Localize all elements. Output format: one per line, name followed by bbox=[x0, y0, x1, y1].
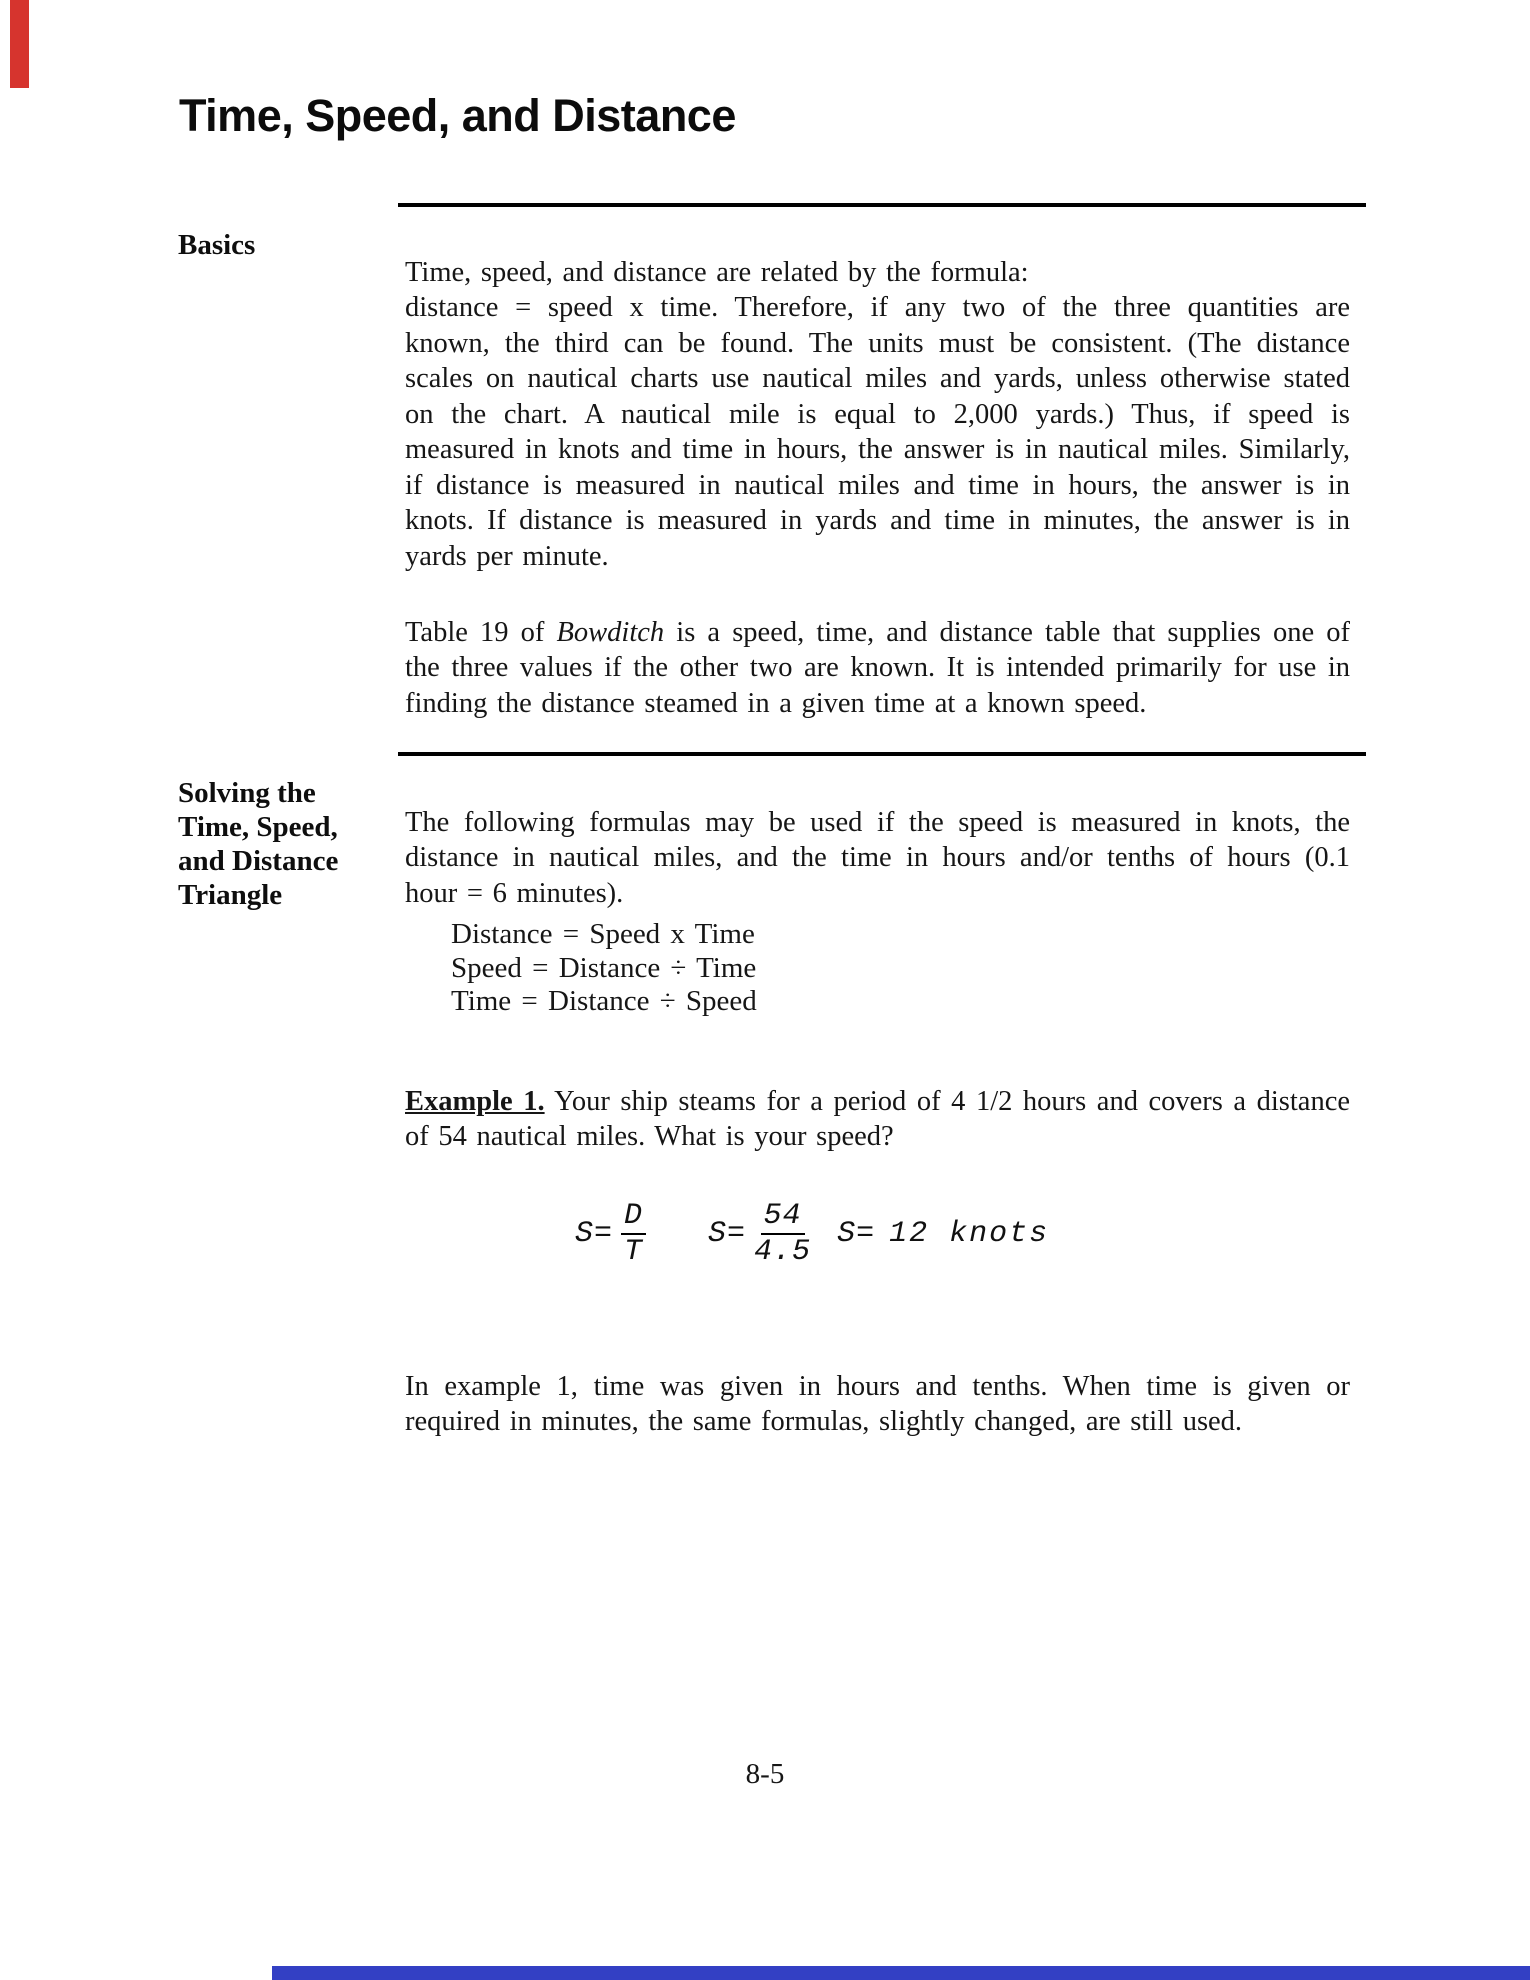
solving-intro-paragraph: The following formulas may be used if the speed is measured in knots, the distance in nautical miles, and the time in hours and/or tenths of hours (0.1 hour = 6 minutes). bbox=[405, 806, 1350, 909]
example-1-label: Example 1. bbox=[405, 1085, 545, 1117]
basics-paragraph-1 bbox=[405, 255, 1350, 575]
page-number: 8-5 bbox=[745, 1758, 785, 1790]
basics-paragraph-2-post: is a speed, time, and distance table that supplies one of the three values if the other two are known. It is intended primarily for use in finding the distance steamed in a given time at a known speed. bbox=[405, 616, 1350, 719]
basics-paragraph-2-pre: Table 19 of bbox=[405, 616, 557, 648]
equation-2-lhs: S= bbox=[708, 1217, 747, 1251]
section-label-basics: Basics bbox=[178, 229, 256, 261]
scan-edge-blue-bar bbox=[272, 1966, 1530, 1980]
closing-paragraph: In example 1, time was given in hours and tenths. When time is given or required in minutes, the same formulas, slightly changed, are still used. bbox=[405, 1370, 1350, 1437]
equation-3-lhs: S= bbox=[837, 1217, 876, 1251]
solving-label-line-3: and Distance bbox=[178, 845, 339, 877]
fraction-2-denominator: 4.5 bbox=[754, 1235, 812, 1269]
formula-distance: Distance = Speed x Time bbox=[451, 918, 755, 950]
fraction-d-over-t bbox=[621, 1200, 646, 1269]
basics-paragraph-2 bbox=[405, 615, 1350, 722]
equation-s-equals-12-knots bbox=[837, 1217, 1049, 1251]
page-title: Time, Speed, and Distance bbox=[179, 90, 736, 141]
fraction-54-over-4-5 bbox=[754, 1200, 811, 1269]
formula-list bbox=[451, 918, 757, 1019]
equation-1-lhs: S= bbox=[575, 1217, 614, 1251]
section-divider-top bbox=[398, 203, 1366, 207]
equation-s-equals-54-over-4-5 bbox=[708, 1200, 811, 1269]
fraction-1-numerator: D bbox=[621, 1200, 646, 1235]
formula-time: Time = Distance ÷ Speed bbox=[451, 985, 757, 1017]
section-label-solving-triangle bbox=[178, 776, 408, 912]
solving-label-line-1: Solving the bbox=[178, 777, 316, 809]
equation-s-equals-d-over-t bbox=[575, 1200, 646, 1269]
solving-label-line-2: Time, Speed, bbox=[178, 811, 338, 843]
example-1-text: Your ship steams for a period of 4 1/2 hours and covers a distance of 54 nautical miles. What is your speed? bbox=[405, 1085, 1350, 1152]
bowditch-reference: Bowditch bbox=[556, 616, 665, 648]
equation-3-result: 12 knots bbox=[889, 1217, 1050, 1251]
basics-paragraph-1-rest: distance = speed x time. Therefore, if any two of the three quantities are known, the third can be found. The units must be consistent. (The distance scales on nautical charts use nautical miles and yards, unless otherwise stated on the chart. A nautical mile is equal to 2,000 yards.) Thus, if speed is measured in knots and time in hours, the answer is in nautical miles. Similarly, if distance is measured in nautical miles and time in hours, the answer is in knots. If distance is measured in yards and time in minutes, the answer is in yards per minute. bbox=[405, 292, 1350, 572]
formula-speed: Speed = Distance ÷ Time bbox=[451, 951, 757, 984]
fraction-2-numerator: 54 bbox=[761, 1200, 805, 1235]
solving-label-line-4: Triangle bbox=[178, 879, 283, 911]
fraction-1-denominator: T bbox=[624, 1235, 644, 1269]
scan-edge-red-mark bbox=[10, 0, 29, 88]
worked-equation-row bbox=[575, 1196, 1049, 1272]
example-1-paragraph bbox=[405, 1084, 1350, 1155]
section-divider-middle bbox=[398, 752, 1366, 756]
basics-paragraph-1-line-1: Time, speed, and distance are related by the formula: bbox=[405, 256, 1029, 288]
